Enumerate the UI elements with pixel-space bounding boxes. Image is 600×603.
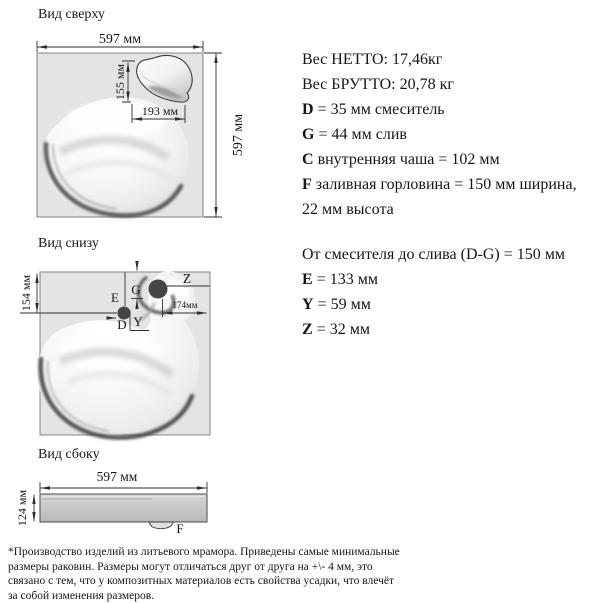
label-f: F [176, 521, 184, 536]
footnote-line: связано с тем, что у композитных материалов есть свойства усадки, что влечёт [8, 575, 394, 588]
specs-secondary-block [302, 242, 565, 342]
spec-value: внутренняя чаша = 102 мм [313, 151, 500, 168]
label-e: E [111, 290, 119, 305]
footnote-line: *Производство изделий из литьевого мрамора. Приведены самые минимальные [8, 546, 400, 558]
spec-key: D [302, 101, 314, 118]
spec-value: = 35 мм смеситель [313, 101, 445, 118]
spec-value: От смесителя до слива (D-G) = 150 мм [302, 246, 565, 263]
spec-line-net-weight [302, 47, 577, 72]
drain-hole [149, 280, 168, 299]
side-view-filler-neck-bump [149, 522, 174, 529]
label-g: G [131, 282, 141, 297]
bottom-view-title: Вид снизу [38, 236, 99, 251]
side-view-width-dim-label: 597 мм [96, 469, 138, 484]
side-view-profile-slab [40, 494, 207, 522]
label-z: Z [182, 271, 192, 286]
spec-line-e [302, 267, 565, 292]
footnote-line: размеры раковин. Размеры могут отличаться друг от друга на +\- 4 мм, это [8, 560, 373, 573]
top-view-spout-height-dim-label: 155 мм [113, 63, 127, 101]
spec-line-f-height [302, 197, 577, 222]
spec-value: Вес БРУТТО: 20,78 кг [302, 76, 454, 93]
side-view-height-dim-label: 124 мм [15, 489, 29, 527]
spec-key: E [302, 271, 313, 288]
spec-value: = 59 мм [313, 296, 371, 313]
spec-value: Вес НЕТТО: 17,46кг [302, 51, 443, 68]
spec-line-g-drain [302, 122, 577, 147]
spec-line-y [302, 292, 565, 317]
top-view-spout-width-dim-label: 193 мм [141, 104, 179, 118]
spec-line-gross-weight [302, 72, 577, 97]
top-view-height-dim-label: 597 мм [231, 113, 246, 157]
top-view-diagram [20, 28, 255, 233]
spec-line-c-inner-bowl [302, 147, 577, 172]
spec-line-dg-distance [302, 242, 565, 267]
spec-line-z [302, 317, 565, 342]
spec-value: = 32 мм [312, 321, 370, 338]
spec-value: заливная горловина = 150 мм ширина, [311, 176, 577, 193]
top-view-width-dim-label: 597 мм [98, 32, 142, 47]
footnote-line: за собой изменения размеров. [8, 589, 155, 602]
spec-value: = 44 мм слив [314, 126, 407, 143]
footnote [8, 545, 400, 603]
bottom-view-right-dim-label: 174мм [172, 300, 198, 310]
spec-value: 22 мм высота [302, 201, 394, 218]
spec-line-f-filler-neck [302, 172, 577, 197]
bottom-view-left-dim-label: 154 мм [19, 274, 33, 312]
spec-key: Y [302, 296, 314, 313]
spec-key: F [302, 176, 312, 193]
side-view-title: Вид сбоку [38, 447, 100, 462]
bottom-view-diagram [10, 255, 255, 445]
spec-key: C [302, 151, 314, 168]
spec-key: G [302, 126, 315, 143]
label-d: D [117, 317, 127, 332]
spec-line-d-mixer [302, 97, 577, 122]
spec-value: = 133 мм [312, 271, 378, 288]
side-view-diagram [10, 468, 250, 538]
top-view-title: Вид сверху [38, 7, 105, 22]
specs-primary-block [302, 47, 577, 222]
label-y: Y [133, 314, 143, 329]
spec-key: Z [302, 321, 313, 338]
